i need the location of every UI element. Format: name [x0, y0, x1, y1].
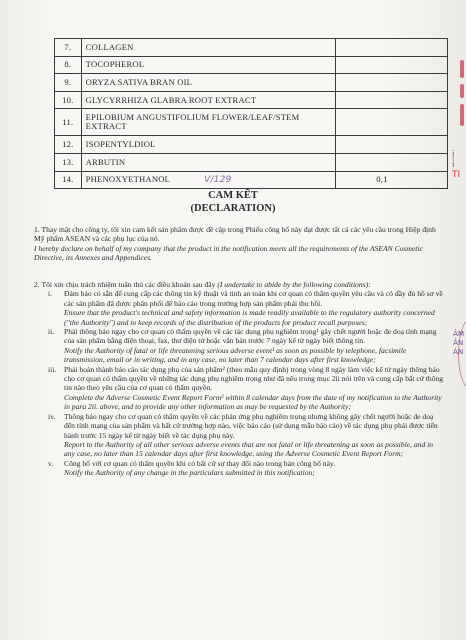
ingredient-name	[81, 171, 336, 189]
ingredient-name: EPILOBIUM ANGUSTIFOLIUM FLOWER/LEAF/STEM EXTRACT	[81, 109, 336, 136]
stamp-fragment-right	[454, 300, 466, 420]
item-number: iii.	[48, 364, 57, 374]
list-item	[34, 289, 444, 327]
item-vi: Phải hoàn thành báo cáo tác dụng phụ của sản phẩm² (theo mẫu quy định) trong vòng 8 ngày làm việc kể từ ngày thông báo cho cơ quan có thẩm quyền về những tác dụng phụ nghiêm trọng như đã nêu trong mục 2ii nói trên và cung cấp bất cứ thông tin nào theo yêu cầu của cơ quan có thẩm quyền.	[64, 364, 444, 393]
stamp-text: ÂM ÂN ÁN	[453, 330, 464, 356]
paragraph-2-intro	[34, 280, 444, 289]
ingredient-qty	[336, 56, 448, 74]
table-row	[55, 74, 448, 92]
ingredient-qty	[336, 153, 448, 171]
paragraph-1	[34, 225, 444, 263]
item-number: v.	[48, 458, 54, 468]
item-en: Notify the Authority of fatal or life threatening serious adverse event¹ as soon as possible by telephone, facsimile transmission, email or in writing, and in any case, no later than 7 calendar days after first knowledge;	[64, 345, 407, 365]
item-vi: Phải thông báo ngay cho cơ quan có thẩm quyền về các tác dụng phụ nghiêm trọng¹ gây chết người hoặc đe doạ tính mạng của sản phẩm bằng điện thoại, fax, thư điện tử hoặc văn bản trước 7 ngày kể từ ngày biết thông tin.	[64, 327, 437, 346]
qty-value: 0,1	[376, 174, 388, 185]
ingredient-qty	[336, 109, 448, 136]
row-number: 12.	[55, 136, 82, 154]
paragraph-2	[34, 280, 444, 478]
ingredient-name-text: PHENOXYETHANOL	[85, 173, 171, 184]
declaration-title: CAM KẾT	[208, 190, 258, 201]
handwritten-note: V/129	[204, 174, 232, 185]
ingredient-name: ISOPENTYLDIOL	[81, 136, 336, 154]
paragraph-1-vi: 1. Thay mặt cho công ty, tôi xin cam kết sản phẩm được đề cập trong Phiếu công bố này đạt được tất cả các yêu cầu trong Hiệp định Mỹ phẩm ASEAN và các phụ lục của nó.	[34, 225, 436, 244]
table-row	[55, 39, 448, 57]
declaration-subtitle: (DECLARATION)	[190, 203, 276, 214]
list-item	[34, 365, 444, 412]
paragraph-1-en: I hereby declare on behalf of my company that the product in the notification meets all the requirements of the ASEAN Cosmetic Directive, its Annexes and Appendices.	[34, 243, 423, 263]
row-number: 13.	[55, 153, 82, 171]
ingredient-name: TOCOPHEROL	[81, 56, 336, 74]
row-number: 9.	[55, 74, 82, 92]
stamp-fragment-top	[454, 60, 466, 130]
paragraph-2-vi: 2. Tôi xin chịu trách nhiệm tuân thủ các điều khoản sau đây	[34, 280, 216, 289]
list-item	[34, 459, 444, 478]
list-item	[34, 327, 444, 365]
table-row	[55, 91, 448, 109]
ingredient-name: GLYCYRRHIZA GLABRA ROOT EXTRACT	[81, 91, 336, 109]
item-vi: Công bố với cơ quan có thẩm quyền khi có bất cứ sự thay đổi nào trong bản công bố này.	[64, 458, 336, 468]
item-en: Report to the Authority of all other serious adverse events that are not fatal or life threatening as soon as possible, and in any case, no later than 15 calendar days after first knowledge, using the Adverse Cosmetic Event Report Form;	[64, 439, 434, 459]
table-row	[55, 109, 448, 136]
item-number: iv.	[48, 411, 56, 421]
item-en: Complete the Adverse Cosmetic Event Report Form² within 8 calendar days from the date of my notification to the Authority in para 2ii. above, and to provide any other information as may be requested by the Authority;	[64, 392, 442, 412]
row-number: 10.	[55, 91, 82, 109]
item-en: Ensure that the product's technical and safety information is made readily available to the regulatory authority concerned ("the Authority") and to keep records of the distribution of the products for product recall purposes;	[64, 308, 435, 327]
item-vi: Đảm bảo có sẵn để cung cấp các thông tin kỹ thuật và tính an toàn khi cơ quan có thẩm quyền yêu cầu và có đầy đủ hồ sơ về các sản phẩm đã được phân phối để bảo cáo trong trường hợp sản phẩm phải thu hồi.	[64, 289, 443, 308]
row-number: 7.	[55, 39, 82, 57]
ingredient-qty	[336, 39, 448, 57]
ingredient-name: ARBUTIN	[81, 153, 336, 171]
table-row	[55, 171, 448, 189]
ingredient-qty	[336, 136, 448, 154]
ingredient-name: COLLAGEN	[81, 39, 336, 57]
item-en: Notify the Authority of any change in the particulars submitted in this notification;	[64, 468, 315, 478]
item-number: i.	[48, 289, 53, 299]
row-number: 8.	[55, 56, 82, 74]
table-row	[55, 56, 448, 74]
item-number: ii.	[48, 327, 55, 337]
stamp-fragment-middle: ị ỉ TI	[452, 150, 461, 180]
table-row	[55, 136, 448, 154]
row-number: 14.	[55, 171, 82, 189]
ingredient-name: ORYZA SATIVA BRAN OIL	[81, 74, 336, 92]
item-vi: Thông báo ngay cho cơ quan có thẩm quyền về các phản ứng phụ nghiêm trọng nhưng không gây chết người hoặc đe doạ đến tính mạng của sản phẩm và bất cứ trường hợp nào, việc báo cáo (sử dụng mẫu báo cáo) về tác dụng phụ phải được tiến hành trước 15 ngày kể từ ngày biết về tác dụng phụ này.	[64, 411, 438, 440]
paragraph-2-en: (I undertake to abide by the following conditions):	[217, 280, 371, 289]
ingredient-table	[54, 38, 448, 189]
list-item	[34, 412, 444, 459]
table-row	[55, 153, 448, 171]
ingredient-qty	[336, 74, 448, 92]
ingredient-qty	[336, 171, 448, 189]
ingredient-qty	[336, 91, 448, 109]
row-number: 11.	[55, 109, 82, 136]
